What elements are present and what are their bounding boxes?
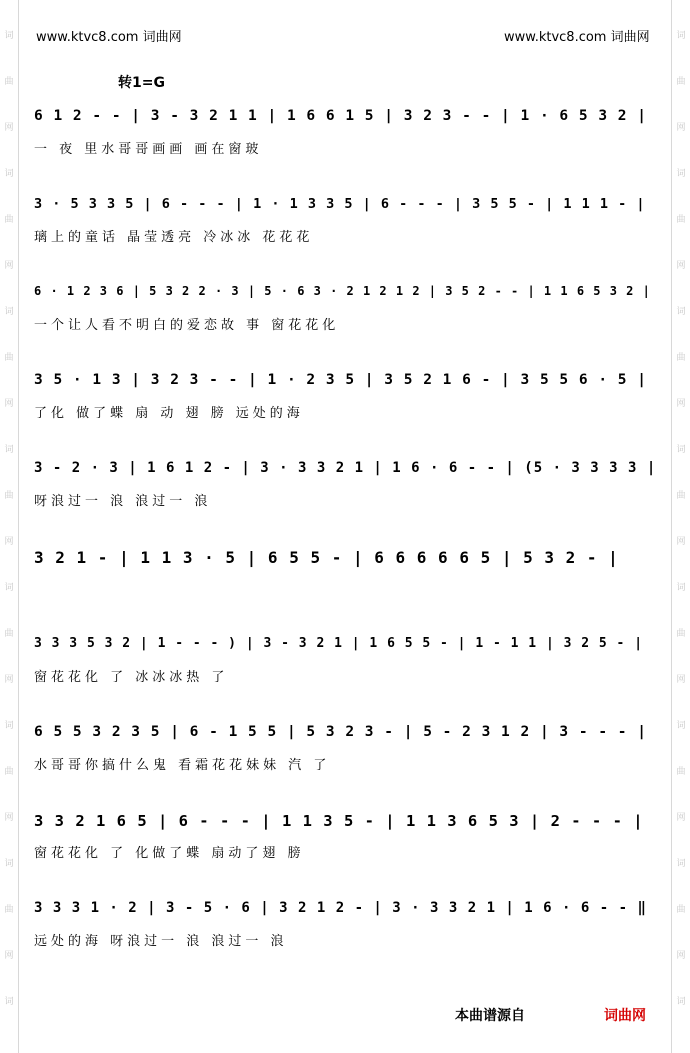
watermark-glyph: 词 [676, 169, 686, 179]
watermark-glyph: 网 [676, 399, 686, 409]
watermark-glyph: 网 [4, 951, 14, 961]
notation-line: 6 1 2 - - | 3 - 3 2 1 1 | 1 6 6 1 5 | 3 2 3 - - | 1 · 6 5 3 2 | [34, 108, 647, 124]
watermark-glyph: 曲 [4, 491, 14, 501]
right-watermark-strip [671, 0, 690, 1053]
notation-line: 3 2 1 - | 1 1 3 · 5 | 6 5 5 - | 6 6 6 6 6 5 | 5 3 2 - | [34, 548, 619, 567]
left-watermark-strip [0, 0, 19, 1053]
lyric-line: 璃上的童话 晶莹透亮 冷冰冰 花花花 [34, 230, 314, 245]
watermark-glyph: 曲 [676, 77, 686, 87]
watermark-glyph: 网 [4, 675, 14, 685]
watermark-glyph: 网 [4, 813, 14, 823]
watermark-glyph: 曲 [4, 905, 14, 915]
notation-line: 3 5 · 1 3 | 3 2 3 - - | 1 · 2 3 5 | 3 5 2 1 6 - | 3 5 5 6 · 5 | [34, 372, 647, 388]
watermark-glyph: 词 [4, 169, 14, 179]
notation-line: 3 3 3 1 · 2 | 3 - 5 · 6 | 3 2 1 2 - | 3 · 3 3 2 1 | 1 6 · 6 - - ‖ [34, 900, 647, 916]
watermark-glyph: 网 [676, 951, 686, 961]
watermark-glyph: 词 [4, 721, 14, 731]
notation-line: 3 - 2 · 3 | 1 6 1 2 - | 3 · 3 3 2 1 | 1 6 · 6 - - | (5 · 3 3 3 3 | [34, 460, 657, 476]
watermark-glyph: 曲 [676, 491, 686, 501]
watermark-glyph: 词 [676, 859, 686, 869]
watermark-glyph: 曲 [4, 215, 14, 225]
site-url-right[interactable]: www.ktvc8.com 词曲网 [504, 30, 650, 45]
lyric-line: 一个让人看不明白的爱恋故 事 窗花花化 [34, 318, 340, 333]
key-change-label: 转1=G [118, 75, 165, 91]
watermark-glyph: 网 [676, 537, 686, 547]
lyric-line: 水哥哥你搞什么鬼 看霜花花妹妹 汽 了 [34, 758, 331, 773]
watermark-glyph: 网 [676, 813, 686, 823]
watermark-glyph: 曲 [4, 77, 14, 87]
lyric-line: 一 夜 里水哥哥画画 画在窗玻 [34, 142, 263, 157]
lyric-line: 窗花花化 了 化做了蝶 扇动了翅 膀 [34, 846, 305, 861]
watermark-glyph: 词 [4, 31, 14, 41]
watermark-glyph: 网 [676, 123, 686, 133]
lyric-line: 了化 做了蝶 扇 动 翅 膀 远处的海 [34, 406, 304, 421]
watermark-glyph: 曲 [676, 215, 686, 225]
source-logo[interactable]: 词曲网 [604, 1008, 646, 1024]
watermark-glyph: 曲 [676, 353, 686, 363]
watermark-glyph: 词 [676, 583, 686, 593]
lyric-line: 窗花花化 了 冰冰冰热 了 [34, 670, 229, 685]
watermark-glyph: 网 [4, 123, 14, 133]
watermark-glyph: 网 [4, 261, 14, 271]
watermark-glyph: 曲 [676, 767, 686, 777]
watermark-glyph: 曲 [4, 767, 14, 777]
watermark-glyph: 词 [676, 721, 686, 731]
watermark-glyph: 词 [676, 997, 686, 1007]
watermark-glyph: 曲 [4, 629, 14, 639]
watermark-glyph: 词 [676, 307, 686, 317]
watermark-glyph: 词 [676, 31, 686, 41]
watermark-glyph: 词 [4, 583, 14, 593]
watermark-glyph: 曲 [676, 905, 686, 915]
notation-line: 3 3 3 5 3 2 | 1 - - - ) | 3 - 3 2 1 | 1 6 5 5 - | 1 - 1 1 | 3 2 5 - | [34, 636, 644, 651]
notation-line: 6 5 5 3 2 3 5 | 6 - 1 5 5 | 5 3 2 3 - | 5 - 2 3 1 2 | 3 - - - | [34, 724, 647, 740]
notation-line: 6 · 1 2 3 6 | 5 3 2 2 · 3 | 5 · 6 3 · 2 1 2 1 2 | 3 5 2 - - | 1 1 6 5 3 2 | [34, 284, 651, 298]
watermark-glyph: 词 [4, 859, 14, 869]
watermark-glyph: 网 [4, 537, 14, 547]
notation-line: 3 3 2 1 6 5 | 6 - - - | 1 1 3 5 - | 1 1 3 6 5 3 | 2 - - - | [34, 812, 644, 830]
watermark-glyph: 词 [4, 997, 14, 1007]
notation-line: 3 · 5 3 3 5 | 6 - - - | 1 · 1 3 3 5 | 6 - - - | 3 5 5 - | 1 1 1 - | [34, 196, 646, 212]
lyric-line: 呀浪过一 浪 浪过一 浪 [34, 494, 212, 509]
watermark-glyph: 曲 [676, 629, 686, 639]
site-url-left[interactable]: www.ktvc8.com 词曲网 [36, 30, 182, 45]
watermark-glyph: 网 [676, 675, 686, 685]
watermark-glyph: 网 [676, 261, 686, 271]
watermark-glyph: 词 [4, 445, 14, 455]
source-label: 本曲谱源自 [455, 1008, 525, 1024]
watermark-glyph: 曲 [4, 353, 14, 363]
watermark-glyph: 词 [4, 307, 14, 317]
watermark-glyph: 网 [4, 399, 14, 409]
lyric-line: 远处的海 呀浪过一 浪 浪过一 浪 [34, 934, 288, 949]
watermark-glyph: 词 [676, 445, 686, 455]
